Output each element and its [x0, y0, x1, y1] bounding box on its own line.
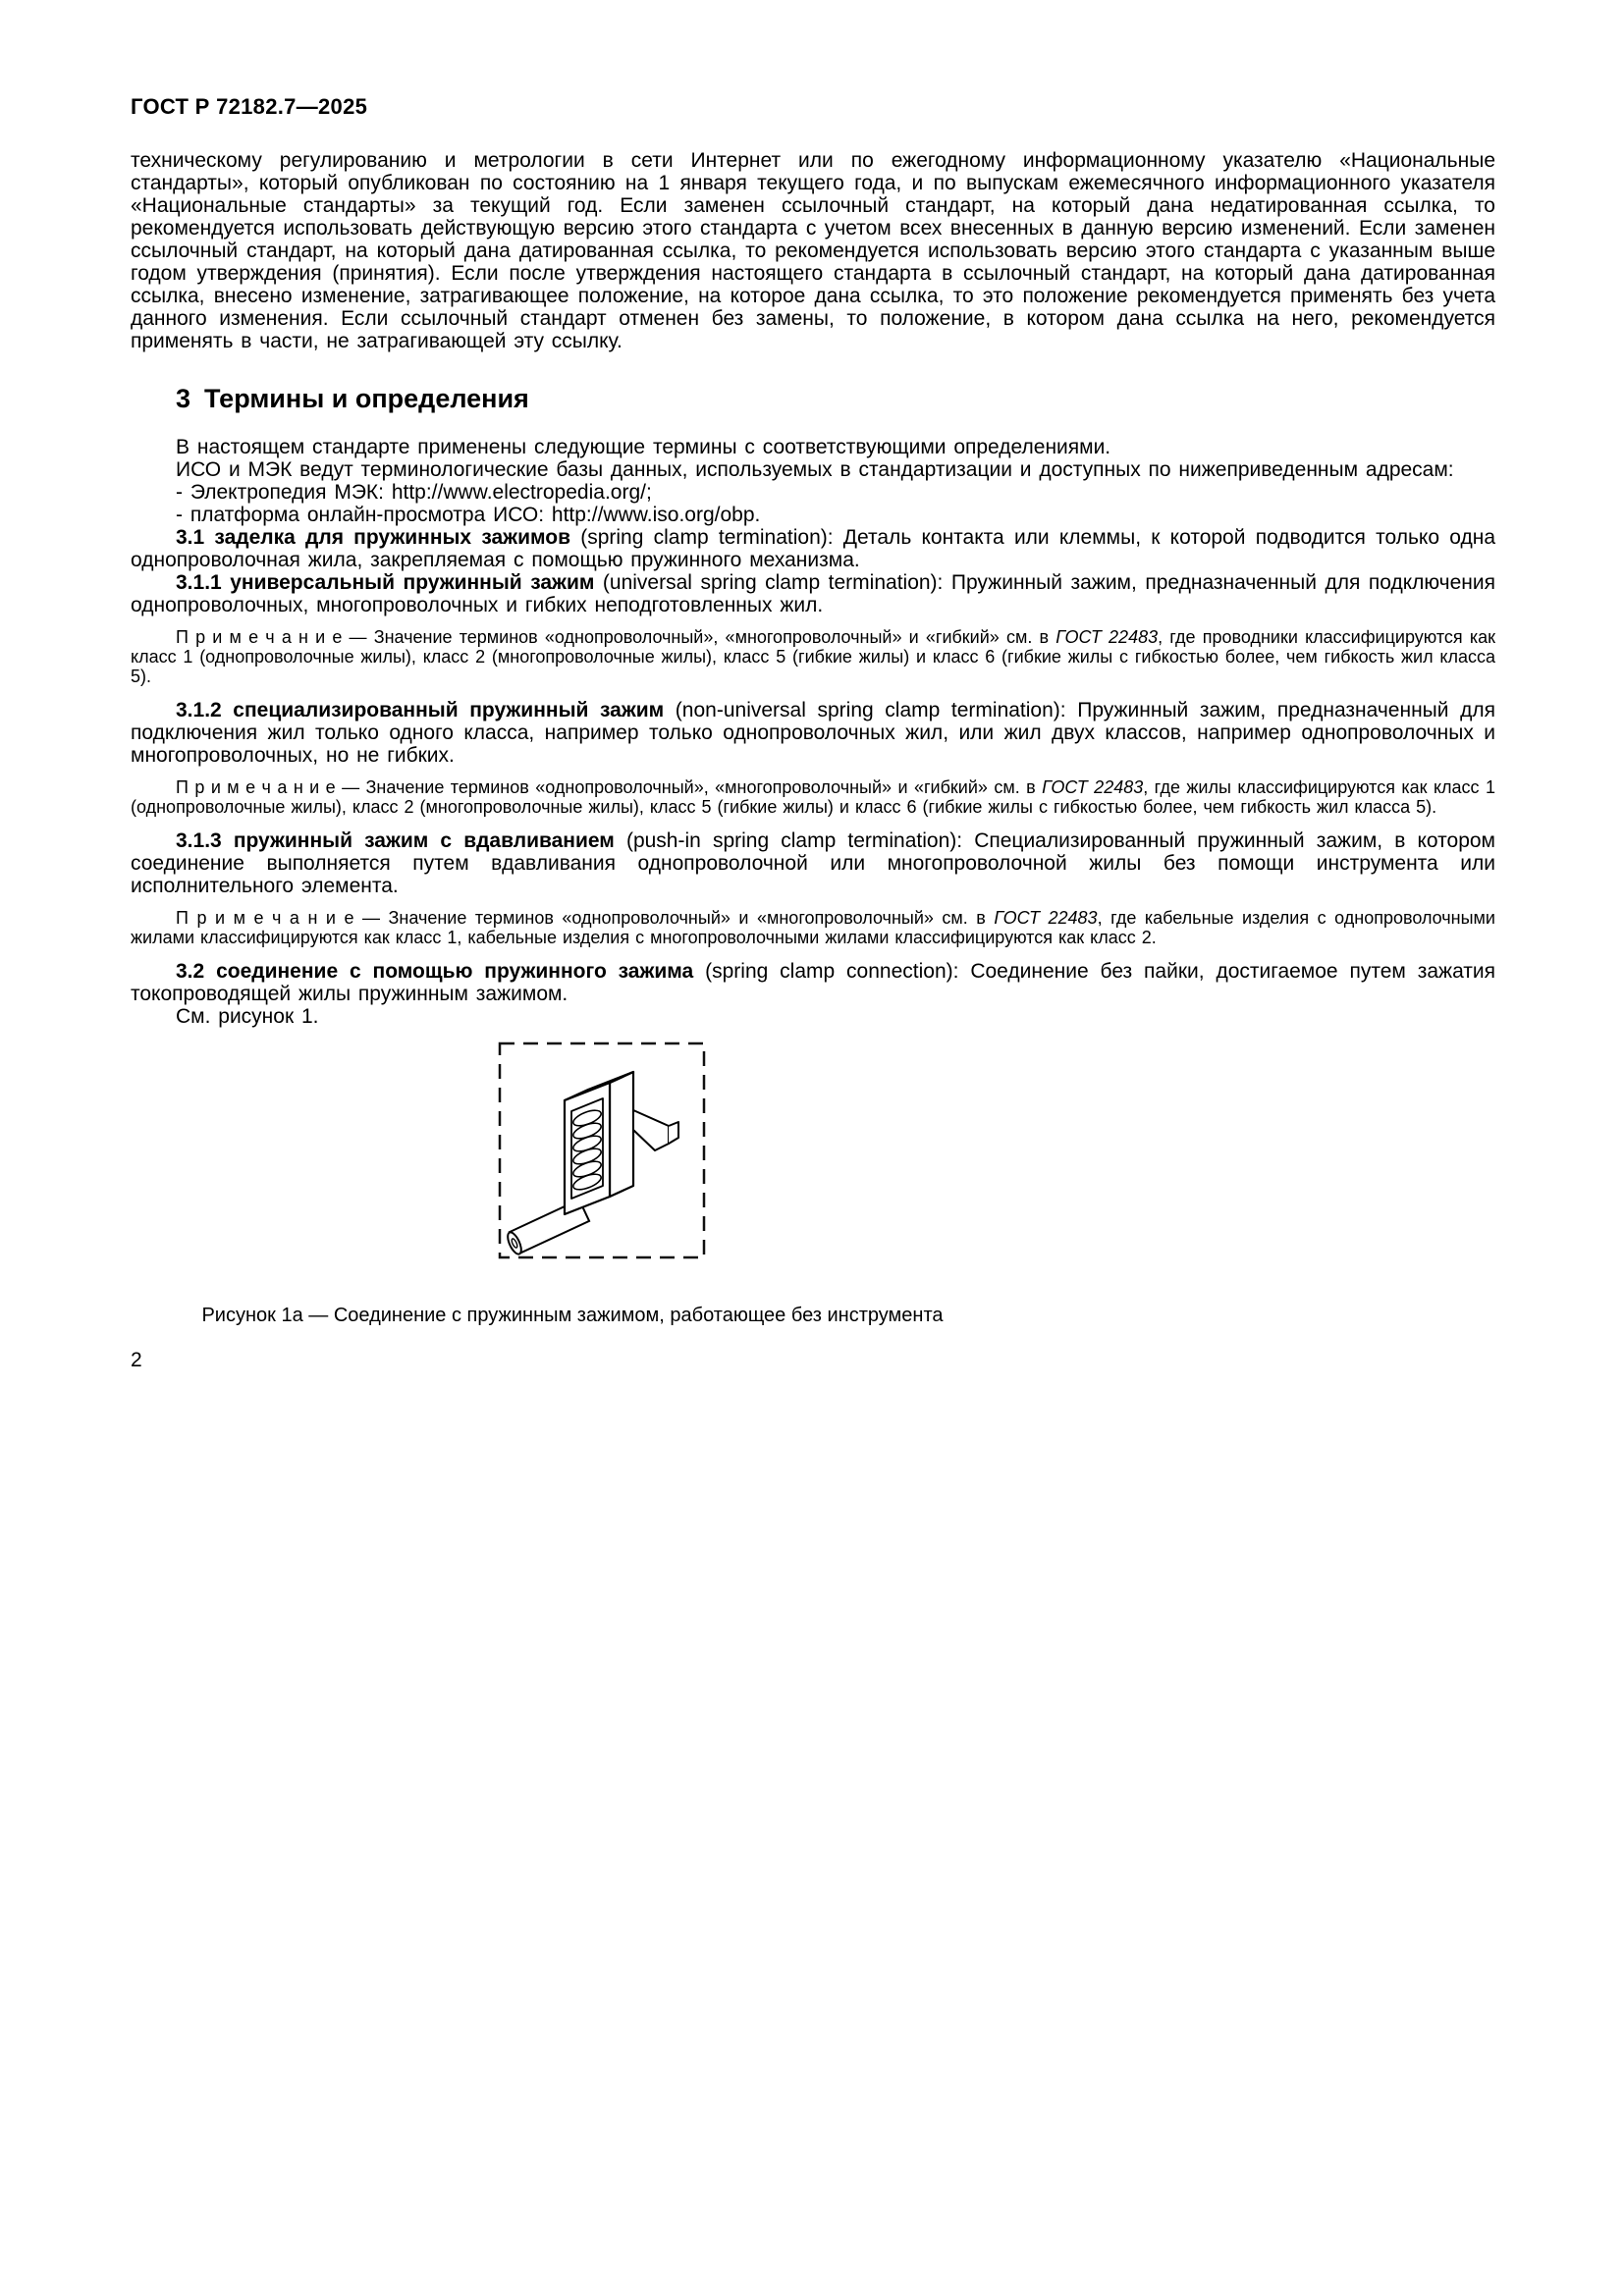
tab-terminal: [633, 1110, 678, 1150]
term-3-1-2: [131, 699, 1495, 767]
see-figure-reference: См. рисунок 1.: [176, 1005, 319, 1028]
gost-reference: ГОСТ 22483: [1042, 777, 1144, 797]
running-header: ГОСТ Р 72182.7—2025: [131, 94, 368, 119]
section-heading: [176, 384, 1495, 414]
note-3-1-2: [131, 777, 1495, 817]
note-text: , где жилы классифицируются как класс 1 (однопроволочные жилы), класс 2 (многопроволочные жилы), класс 5 (гибкие жилы) и класс 6 (гибкие жилы с гибкостью более, чем гибкость жил класса 5).: [131, 777, 1495, 817]
note-3-1-3: [131, 908, 1495, 947]
spring-clamp-figure: [415, 1040, 710, 1270]
page-content: [131, 94, 1495, 1372]
term-3-1-1-title: 3.1.1 универсальный пружинный зажим: [176, 571, 595, 594]
term-3-2-title: 3.2 соединение с помощью пружинного зажима: [176, 960, 694, 983]
term-3-1-title: 3.1 заделка для пружинных зажимов: [176, 526, 570, 549]
section-title: Термины и определения: [204, 384, 529, 413]
term-3-1-3-definition: (push-in spring clamp termination): Специализированный пружинный зажим, в котором соединение выполняется путем вдавливания однопроволочной или многопроволочной жилы без помощи инструмента или исполнительного элемента.: [131, 829, 1495, 897]
note-text: П р и м е ч а н и е — Значение терминов «однопроволочный», «многопроволочный» и «гибкий» см. в: [176, 627, 1056, 647]
gost-reference: ГОСТ 22483: [994, 908, 1098, 928]
continuation-paragraph: техническому регулированию и метрологии в сети Интернет или по ежегодному информационному указателю «Национальные стандарты», который опубликован по состоянию на 1 января текущего года, и по выпускам ежемесячного информационного указателя «Национальные стандарты» за текущий год. Если заменен ссылочный стандарт, на который дана недатированная ссылка, то рекомендуется использовать действующую версию этого стандарта с учетом всех внесенных в данную версию изменений. Если заменен ссылочный стандарт, на который дана датированная ссылка, то рекомендуется использовать версию этого стандарта с указанным выше годом утверждения (принятия). Если после утверждения настоящего стандарта в ссылочный стандарт, на который дана датированная ссылка, внесено изменение, затрагивающее положение, на которое дана ссылка, то это положение рекомендуется применять без учета данного изменения. Если ссылочный стандарт отменен без замены, то положение, в котором дана ссылка на него, рекомендуется применять в части, не затрагивающей эту ссылку.: [131, 149, 1495, 352]
note-text: , где кабельные изделия с однопроволочными жилами классифицируются как класс 1, кабельные изделия с многопроволочными жилами классифицируются как класс 2.: [131, 908, 1495, 947]
term-3-2-definition: (spring clamp connection): Соединение без пайки, достигаемое путем зажатия токопроводящей жилы пружинным зажимом.: [131, 960, 1496, 1005]
term-3-1-2-definition: (non-universal spring clamp termination): Пружинный зажим, предназначенный для подключения жил только одного класса, например только однопроволочных жил, или жил двух классов, например однопроволочных и многопроволочных, но не гибких.: [131, 699, 1495, 767]
term-3-1-3-title: 3.1.3 пружинный зажим с вдавливанием: [176, 829, 615, 852]
term-3-1-2-title: 3.1.2 специализированный пружинный зажим: [176, 699, 665, 721]
figure-caption: Рисунок 1а — Соединение с пружинным зажимом, работающее без инструмента: [201, 1305, 944, 1326]
terminology-link-iso: - платформа онлайн-просмотра ИСО: http://www.iso.org/obp.: [176, 504, 761, 526]
figure-1a: [131, 1040, 1495, 1275]
term-3-1-definition: (spring clamp termination): Деталь контакта или клеммы, к которой подводится только одна однопроволочная жила, закрепляемая с помощью пружинного механизма.: [131, 526, 1496, 571]
section-intro-1: В настоящем стандарте применены следующие термины с соответствующими определениями.: [176, 436, 1111, 458]
note-3-1-1: [131, 627, 1495, 686]
note-text: П р и м е ч а н и е — Значение терминов «однопроволочный» и «многопроволочный» см. в: [176, 908, 995, 928]
gost-reference: ГОСТ 22483: [1056, 627, 1159, 647]
page-number: 2: [131, 1349, 142, 1371]
note-text: , где проводники классифицируются как класс 1 (однопроволочные жилы), класс 2 (многопроволочные жилы), класс 5 (гибкие жилы) и класс 6 (гибкие жилы с гибкостью более, чем гибкость жил класса 5).: [131, 627, 1495, 686]
note-text: П р и м е ч а н и е — Значение терминов «однопроволочный», «многопроволочный» и «гибкий» см. в: [176, 777, 1043, 797]
term-3-2: [131, 960, 1495, 1005]
term-3-1: [131, 526, 1495, 571]
terminology-link-iec: - Электропедия МЭК: http://www.electropedia.org/;: [176, 481, 652, 504]
term-3-1-1: [131, 571, 1495, 616]
section-number: 3: [176, 384, 191, 413]
term-3-1-1-definition: (universal spring clamp termination): Пружинный зажим, предназначенный для подключения однопроволочных, многопроволочных и гибких неподготовленных жил.: [131, 571, 1495, 616]
term-3-1-3: [131, 829, 1495, 897]
section-intro-2: ИСО и МЭК ведут терминологические базы данных, используемых в стандартизации и доступных по нижеприведенным адресам:: [176, 458, 1454, 481]
